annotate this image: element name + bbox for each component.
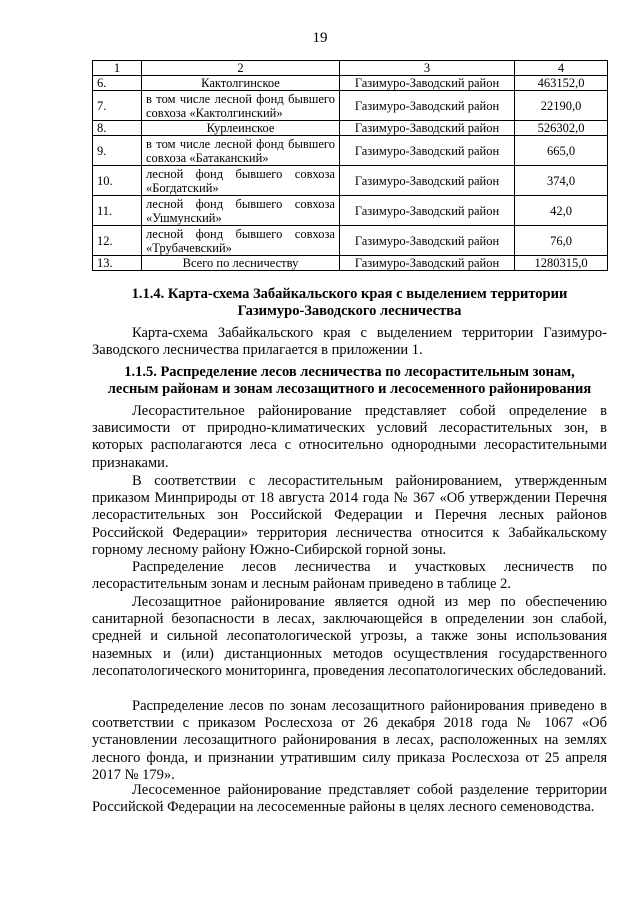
table-row bbox=[93, 136, 608, 166]
row-value: 665,0 bbox=[515, 136, 608, 166]
row-name: Курлеинское bbox=[142, 121, 340, 136]
row-district: Газимуро-Заводский район bbox=[340, 136, 515, 166]
section-115-heading bbox=[92, 364, 607, 398]
paragraph-1 bbox=[92, 403, 607, 472]
paragraph-text: В соответствии с лесорастительным районированием, утвержденным приказом Минприроды от 18 августа 2014 года № 367 «Об утверждении Перечня лесорастительных зон Российской Федерации и Перечня лесных районов Российской Федерации» территория лесничества относится к Забайкальскому горному лесному району Южно-Сибирской горной зоны. bbox=[92, 473, 607, 558]
row-district: Газимуро-Заводский район bbox=[340, 76, 515, 91]
row-district: Газимуро-Заводский район bbox=[340, 226, 515, 256]
paragraph-6 bbox=[92, 782, 607, 816]
paragraph-3 bbox=[92, 559, 607, 593]
row-district: Газимуро-Заводский район bbox=[340, 196, 515, 226]
row-value: 1280315,0 bbox=[515, 256, 608, 271]
row-value: 374,0 bbox=[515, 166, 608, 196]
row-number: 8. bbox=[93, 121, 142, 136]
row-number: 9. bbox=[93, 136, 142, 166]
paragraph-5 bbox=[92, 698, 607, 784]
row-value: 463152,0 bbox=[515, 76, 608, 91]
row-name: Кактолгинское bbox=[142, 76, 340, 91]
row-value: 76,0 bbox=[515, 226, 608, 256]
row-number: 7. bbox=[93, 91, 142, 121]
paragraph-text: Карта-схема Забайкальского края с выделением территории Газимуро-Заводского лесничества прилагается в приложении 1. bbox=[92, 325, 607, 359]
row-district: Газимуро-Заводский район bbox=[340, 121, 515, 136]
paragraph-4 bbox=[92, 594, 607, 680]
row-name: в том числе лесной фонд бывшего совхоза «Кактолгинский» bbox=[142, 91, 340, 121]
table-header-cell: 3 bbox=[340, 61, 515, 76]
row-name: Всего по лесничеству bbox=[142, 256, 340, 271]
paragraph-text: Распределение лесов лесничества и участковых лесничеств по лесорастительным зонам и лесным районам приведено в таблице 2. bbox=[92, 559, 607, 593]
row-value: 526302,0 bbox=[515, 121, 608, 136]
row-number: 13. bbox=[93, 256, 142, 271]
paragraph-text: Лесосеменное районирование представляет собой разделение территории Российской Федерации на лесосеменные районы в целях лесного семеноводства. bbox=[92, 782, 607, 816]
paragraph-2 bbox=[92, 473, 607, 559]
section-114-heading bbox=[92, 286, 607, 320]
row-district: Газимуро-Заводский район bbox=[340, 166, 515, 196]
table-row bbox=[93, 91, 608, 121]
paragraph-text: Лесозащитное районирование является одной из мер по обеспечению санитарной безопасности в лесах, заключающейся в определении зон слабой, средней и сильной лесопатологической угрозы, а также зоны использования наземных и (или) дистанционных методов осуществления государственного лесопатологического мониторинга, проведения лесопатологических обследований. bbox=[92, 594, 607, 679]
row-district: Газимуро-Заводский район bbox=[340, 91, 515, 121]
section-115-title-line1: 1.1.5. Распределение лесов лесничества по лесорастительным зонам, bbox=[124, 364, 575, 380]
table-row bbox=[93, 166, 608, 196]
table-header-row bbox=[93, 61, 608, 76]
paragraph-text: Лесорастительное районирование представляет собой определение в зависимости от природно-климатических условий лесорастительных зон, в которых располагаются леса с относительно однородными лесорастительными признаками. bbox=[92, 403, 607, 471]
row-district: Газимуро-Заводский район bbox=[340, 256, 515, 271]
table-header-cell: 2 bbox=[142, 61, 340, 76]
row-name: лесной фонд бывшего совхоза «Трубачевский» bbox=[142, 226, 340, 256]
table-row bbox=[93, 256, 608, 271]
table-header-cell: 4 bbox=[515, 61, 608, 76]
forestry-table bbox=[92, 60, 608, 271]
row-number: 6. bbox=[93, 76, 142, 91]
paragraph-text: Распределение лесов по зонам лесозащитного районирования приведено в соответствии с приказом Рослесхоза от 26 декабря 2018 года № 1067 «Об установлении лесозащитного районирования в лесах, расположенных на землях лесного фонда, и признании утратившим силу приказа Рослесхоза от 25 апреля 2017 № 179». bbox=[92, 698, 607, 783]
row-number: 11. bbox=[93, 196, 142, 226]
section-115-title-line2: лесным районам и зонам лесозащитного и лесосеменного районирования bbox=[107, 381, 592, 397]
row-number: 12. bbox=[93, 226, 142, 256]
table-row bbox=[93, 226, 608, 256]
row-name: лесной фонд бывшего совхоза «Ушмунский» bbox=[142, 196, 340, 226]
section-114-title-line1: 1.1.4. Карта-схема Забайкальского края с выделением территории bbox=[131, 286, 568, 302]
row-name: лесной фонд бывшего совхоза «Богдатский» bbox=[142, 166, 340, 196]
row-value: 22190,0 bbox=[515, 91, 608, 121]
section-114-title-line2: Газимуро-Заводского лесничества bbox=[237, 303, 462, 319]
table-row bbox=[93, 196, 608, 226]
row-number: 10. bbox=[93, 166, 142, 196]
row-value: 42,0 bbox=[515, 196, 608, 226]
section-114-paragraph bbox=[92, 325, 607, 359]
table-row bbox=[93, 76, 608, 91]
page-number: 19 bbox=[312, 30, 328, 46]
row-name: в том числе лесной фонд бывшего совхоза «Батаканский» bbox=[142, 136, 340, 166]
table-row bbox=[93, 121, 608, 136]
table-header-cell: 1 bbox=[93, 61, 142, 76]
